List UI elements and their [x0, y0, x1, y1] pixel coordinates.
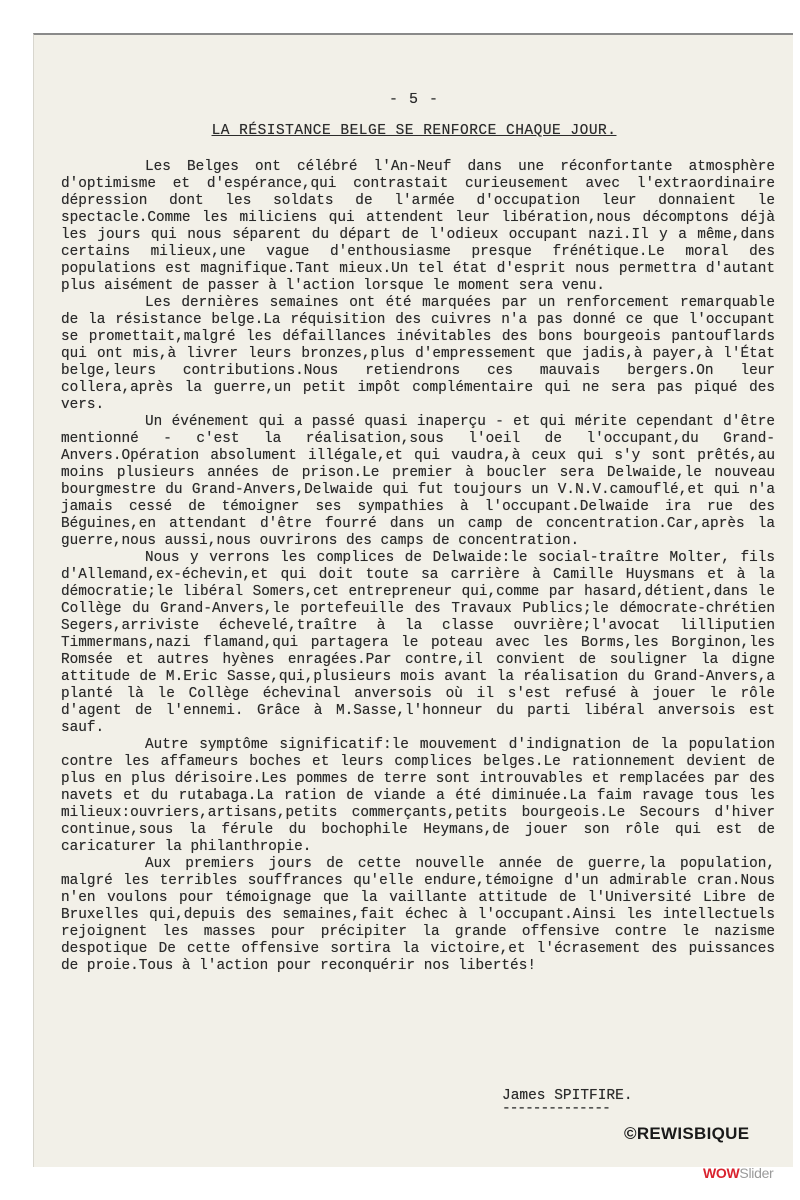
paragraph-1: Les Belges ont célébré l'An-Neuf dans une réconfortante atmosphère d'optimisme et d'espérance,qui contrastait curieusement avec l'extraordinaire dépression dont les soldats de l'armée d'occupation leur donnaient le spectacle.Comme les miliciens qui attendent leur libération,nous décomptons déjà les jours qui nous séparent du départ de l'odieux occupant nazi.Il y a même,dans certains milieux,une vague d'enthousiasme presque frénétique.Le moral des populations est magnifique.Tant mieux.Un tel état d'esprit nous permettra d'autant plus aisément de passer à l'action lorsque le moment sera venu.: [61, 159, 775, 294]
wowslider-logo: [703, 1165, 773, 1181]
paragraph-2: Les dernières semaines ont été marquées par un renforcement remarquable de la résistance belge.La réquisition des cuivres n'a pas donné ce que l'occupant se promettait,malgré les défaillances inévitables des bons bourgeois pantouflards qui ont mis,à livrer leurs bronzes,plus d'empressement que jadis,à payer,à l'État belge,leurs contributions.Nous retiendrons ces mauvais bergers.On leur collera,après la guerre,un petit impôt complémentaire qui ne sera pas piqué des vers.: [61, 295, 775, 413]
document-title: LA RÉSISTANCE BELGE SE RENFORCE CHAQUE JOUR.: [211, 123, 617, 139]
page-number: - 5 -: [388, 91, 439, 108]
logo-part-slider: Slider: [739, 1165, 774, 1181]
scanned-paper-sheet: [33, 33, 793, 1167]
paragraph-4: Nous y verrons les complices de Delwaide:le social-traître Molter, fils d'Allemand,ex-échevin,et qui doit toute sa carrière à Camille Huysmans et à la démocratie;le libéral Somers,cet entrepreneur qui,comme par hasard,détient,dans le Collège du Grand-Anvers,le portefeuille des Travaux Publics;le démocrate-chrétien Segers,arriviste échevelé,traître à la classe ouvrière;l'avocat lilliputien Timmermans,nazi flamand,qui partagera le poteau avec les Borms,les Borginon,les Romsée et autres hyènes enragées.Par contre,il convient de souligner la digne attitude de M.Eric Sasse,qui,plusieurs mois avant la réalisation du Grand-Anvers,a planté là le Collège échevinal anversois où il s'est refusé à jouer le rôle d'agent de l'ennemi. Grâce à M.Sasse,l'honneur du parti libéral anversois est sauf.: [61, 550, 775, 736]
paragraph-6: Aux premiers jours de cette nouvelle année de guerre,la population, malgré les terribles souffrances qu'elle endure,témoigne d'un admirable cran.Nous n'en voulons pour témoignage que la vaillante attitude de l'Université Libre de Bruxelles qui,depuis des semaines,fait échec à l'occupant.Ainsi les intellectuels rejoignent les masses pour précipiter la grande offensive contre le nazisme despotique De cette offensive sortira la victoire,et l'écrasement des puissances de proie.Tous à l'action pour reconquérir nos libertés!: [61, 856, 775, 974]
paragraph-5: Autre symptôme significatif:le mouvement d'indignation de la population contre les affameurs boches et leurs complices belges.Le rationnement devient de plus en plus dérisoire.Les pommes de terre sont introuvables et remplacées par des navets et du rutabaga.La ration de viande a été diminuée.La faim ravage tous les milieux:ouvriers,artisans,petits commerçants,petits bourgeois.Le Secours d'hiver continue,sous la férule du bochophile Heymans,de jouer son rôle qui est de caricaturer la philanthropie.: [61, 737, 775, 855]
document-body: [61, 159, 775, 975]
paragraph-3: Un événement qui a passé quasi inaperçu - et qui mérite cependant d'être mentionné - c'est la réalisation,sous l'oeil de l'occupant,du Grand-Anvers.Opération absolument illégale,et qui vaudra,à ceux qui s'y sont prêtés,au moins plusieurs années de prison.Le premier à boucler sera Delwaide,le nouveau bourgmestre du Grand-Anvers,Delwaide qui fut toujours un V.N.V.camouflé,et qui n'a jamais cessé de témoigner ses sympathies à l'occupant.Delwaide ira rue des Béguines,en attendant d'être fourré dans un camp de concentration.Car,après la guerre,nous aussi,nous ouvrirons des camps de concentration.: [61, 414, 775, 549]
signature: James SPITFIRE.: [502, 1088, 633, 1104]
signature-rule: --------------: [502, 1101, 610, 1117]
logo-part-wow: WOW: [703, 1165, 740, 1181]
copyright-watermark: ©REWISBIQUE: [624, 1124, 750, 1143]
